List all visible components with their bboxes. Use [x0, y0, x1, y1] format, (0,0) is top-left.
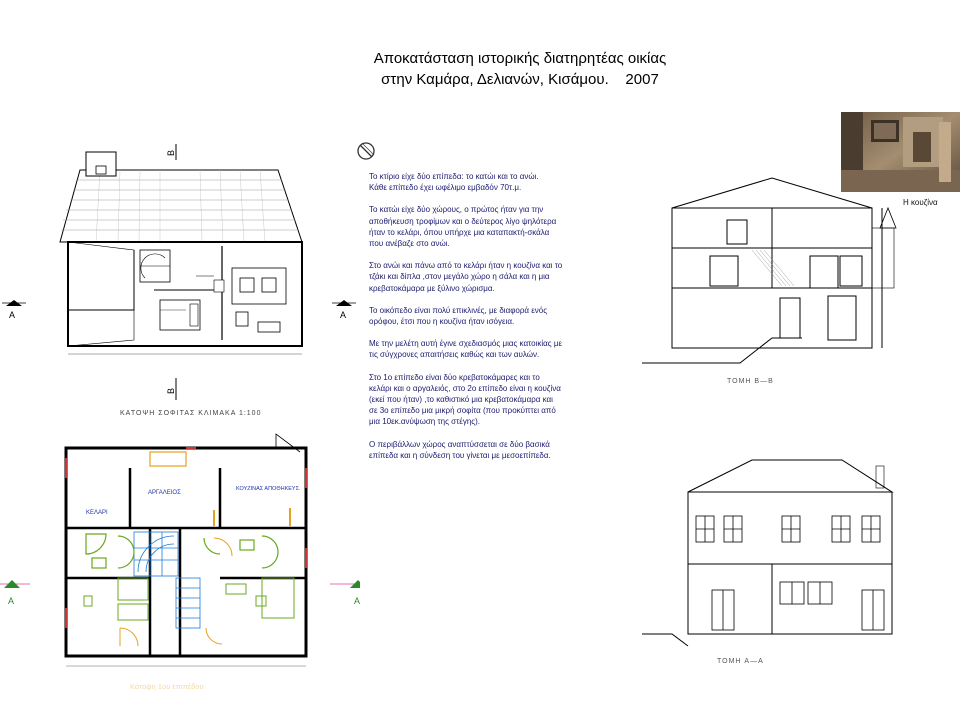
staircase-icon [134, 532, 200, 628]
section-marker-a-left [2, 300, 26, 320]
section-marker-a-right-ground [330, 580, 360, 606]
photo-caption: Η κουζίνα [903, 198, 938, 207]
paragraph-study: Με την μελέτη αυτή έγινε σχεδιασμός μιας κατοικίας με τις σύγχρονες απαιτήσεις καθώς και των αυλών. [369, 339, 563, 360]
section-marker-b-bottom [166, 378, 176, 400]
storage-label: ΚΟΥΖΙΝΑΣ ΑΠΟΘΗΚΕΥΣ. [236, 486, 301, 492]
loom-label: ΑΡΓΑΛΕΙΟΣ [148, 490, 181, 496]
section-aa-caption: ΤΟΜΗ A—A [717, 658, 764, 665]
bed-icon-right [226, 578, 294, 618]
description-text [369, 171, 631, 472]
paragraph-upper-level: Στο ανώι και πάνω από το κελάρι ήταν η κουζίνα και το τζάκι και δίπλα ,στον μεγάλο χώρο η σάλα και η μια κρεβατοκάμαρα με ξύλινο χώρισμα. [369, 261, 563, 293]
attic-plan-caption: ΚΑΤΟΨΗ ΣΟΦΙΤΑΣ ΚΛΙΜΑΚΑ 1:100 [120, 410, 262, 417]
section-bb-caption: ΤΟΜΗ B—B [727, 378, 774, 385]
section-aa-drawing [632, 456, 912, 656]
section-bb-drawing [632, 168, 912, 378]
paragraph-surroundings: Ο περιβάλλων χώρος αναπτύσσεται σε δύο βασικά επίπεδα και η σύνδεση του γίνεται με μεσοεπίπεδα. [369, 439, 551, 460]
cellar-label: ΚΕΛΑΡΙ [86, 510, 108, 516]
paragraph-layout: Στο 1ο επίπεδο είναι δύο κρεβατοκάμαρες και το κελάρι και ο αργαλειός, στο 2ο επίπεδο είναι η κουζίνα (εκεί που ήταν) ,το καθιστικό μια κρεβατοκάμαρα και σε 3ο επίπεδο μια μικρή σοφίτα (που προκύπτει από μια 10εκ.ανύψωση της στέγης). [369, 372, 561, 427]
paragraph-lower-level: Το κατώι είχε δύο χώρους, ο πρώτος ήταν για την αποθήκευση τροφίμων και ο δεύτερος λίγο ψηλότερα ήταν το κελάρι, όπου υπήρχε μια καταπακτή-σκάλα που ανέβαζε στο ανώι. [369, 205, 557, 249]
svg-text:A: A [340, 310, 347, 320]
ground-floor-plan [0, 428, 360, 690]
stair-icon [140, 250, 170, 282]
svg-text:A: A [354, 596, 360, 606]
section-marker-a-right [332, 300, 356, 320]
section-marker-a-left-ground [0, 580, 30, 606]
svg-text:A: A [8, 596, 15, 606]
bathroom-fixtures-icon [86, 534, 278, 568]
bed-icon-left [84, 578, 148, 620]
title-line-1: Αποκατάσταση ιστορικής διατηρητέας οικίας [373, 50, 667, 67]
paragraph-plot: Το οικόπεδο είναι πολύ επικλινές, με διαφορά ενός ορόφου, έτσι που η κουζίνα ήταν ισόγεια. [369, 305, 548, 327]
document-title [300, 48, 740, 90]
ground-plan-caption: Κάτοψη 1ου επιπέδου [130, 682, 204, 691]
svg-text:B: B [166, 387, 176, 394]
attic-floor-plan [0, 140, 360, 410]
title-line-2: στην Καμάρα, Δελιανών, Κισάμου. 2007 [381, 71, 659, 88]
section-marker-b-top [166, 144, 176, 160]
paragraph-levels: Το κτίριο είχε δύο επίπεδα: το κατώι και το ανώι. Κάθε επίπεδο έχει ωφέλιμο εμβαδόν 70τ.μ. [369, 172, 539, 193]
svg-text:B: B [166, 149, 176, 156]
svg-text:A: A [9, 310, 16, 320]
bed-icon [160, 300, 200, 330]
window-icons [696, 516, 884, 630]
